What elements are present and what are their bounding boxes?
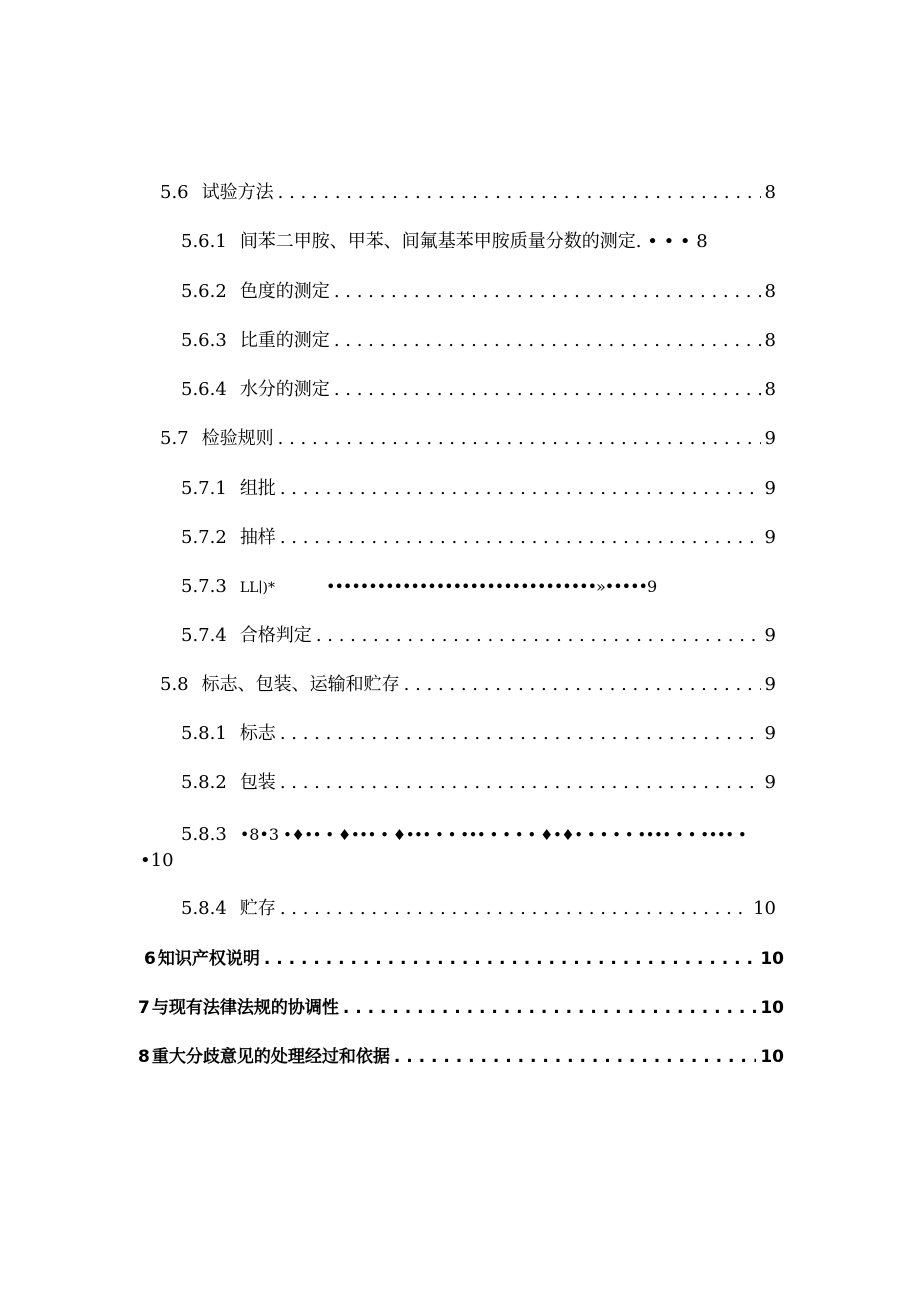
toc-entry-5-7-4[interactable] [181, 625, 776, 647]
dot-leader [280, 723, 761, 745]
page-number: 8 [764, 379, 776, 400]
section-title: 色度的测定 [239, 281, 330, 302]
toc-entry-5-7-3[interactable] [181, 576, 275, 599]
section-number: 5.6.1 [181, 231, 227, 252]
section-number: 5.8.3 [181, 824, 227, 845]
toc-entry-5-7[interactable] [160, 428, 776, 450]
toc-entry-5-8[interactable] [160, 674, 776, 696]
section-title: 贮存 [239, 898, 276, 919]
dot-leader [343, 997, 756, 1019]
toc-entry-8[interactable] [138, 1046, 784, 1068]
toc-entry-5-7-2[interactable] [181, 527, 776, 549]
section-number: 5.7.1 [181, 478, 227, 499]
section-number: 8 [138, 1047, 150, 1067]
garbled-leader-text: ••••••••••••••••••••••••••••••••»•••••9 [326, 577, 657, 596]
page-number: 8 [764, 330, 776, 351]
section-number: 5.6.3 [181, 330, 227, 351]
section-number: 5.7.3 [181, 576, 227, 597]
wrapped-page-number: •10 [140, 850, 174, 871]
section-number: 5.6.4 [181, 379, 227, 400]
section-title: 间苯二甲胺、甲苯、间氟基苯甲胺质量分数的测定. • • • 8 [239, 231, 708, 252]
toc-entry-5-6-1[interactable] [181, 231, 708, 253]
section-number: 5.6 [160, 182, 189, 203]
section-number: 5.7.4 [181, 625, 227, 646]
dot-leader [334, 330, 761, 352]
dot-leader [264, 948, 756, 970]
dot-leader [280, 478, 761, 500]
dot-leader [278, 182, 761, 204]
toc-entry-5-8-3[interactable] [181, 824, 279, 846]
section-number: 6 [144, 949, 156, 969]
dot-leader [334, 379, 761, 401]
section-number: 5.7 [160, 428, 189, 449]
section-title: 试验方法 [201, 182, 274, 203]
dot-leader [404, 674, 761, 696]
page-number: 10 [760, 1047, 784, 1067]
section-title: 包装 [239, 772, 276, 793]
section-number: 5.7.2 [181, 527, 227, 548]
page-number: 9 [764, 772, 776, 793]
dot-leader [280, 527, 761, 549]
dot-leader [280, 898, 749, 920]
section-title: LL∣)* [239, 580, 275, 596]
section-title: 重大分歧意见的处理经过和依据 [151, 1047, 390, 1067]
section-number: 5.6.2 [181, 281, 227, 302]
toc-entry-5-7-1[interactable] [181, 478, 776, 500]
section-title: 合格判定 [239, 625, 312, 646]
section-title: 标志、包装、运输和贮存 [201, 674, 400, 695]
section-title: 与现有法律法规的协调性 [151, 998, 339, 1018]
section-title: 检验规则 [201, 428, 274, 449]
page-number: 9 [764, 527, 776, 548]
section-title: •8•3 [239, 825, 280, 844]
dot-leader [278, 428, 761, 450]
section-title: 抽样 [239, 527, 276, 548]
section-title: 知识产权说明 [157, 949, 260, 969]
dot-leader [280, 772, 761, 794]
toc-entry-5-6-3[interactable] [181, 330, 776, 352]
dot-leader [316, 625, 761, 647]
dot-leader [334, 281, 761, 303]
page-number: 10 [760, 998, 784, 1018]
toc-entry-5-8-1[interactable] [181, 723, 776, 745]
garbled-leader-text: •♦•• • ♦••• • ♦••• • • ••• • • • • ♦•♦• • • • • •••• • • •••• • [283, 826, 747, 844]
section-title: 标志 [239, 723, 276, 744]
toc-entry-5-8-2[interactable] [181, 772, 776, 794]
section-number: 5.8.1 [181, 723, 227, 744]
section-number: 7 [138, 998, 150, 1018]
toc-entry-7[interactable] [138, 997, 784, 1019]
toc-entry-6[interactable] [144, 948, 784, 970]
page-number: 9 [764, 674, 776, 695]
section-number: 5.8.2 [181, 772, 227, 793]
dot-leader [394, 1046, 756, 1068]
page-number: 9 [764, 723, 776, 744]
toc-entry-5-6-4[interactable] [181, 379, 776, 401]
page-number: 8 [764, 281, 776, 302]
page-number: 10 [753, 898, 776, 919]
toc-entry-5-8-4[interactable] [181, 898, 776, 920]
page-number: 8 [764, 182, 776, 203]
section-title: 水分的测定 [239, 379, 330, 400]
toc-entry-5-6[interactable] [160, 182, 776, 204]
section-number: 5.8.4 [181, 898, 227, 919]
toc-entry-5-6-2[interactable] [181, 281, 776, 303]
section-number: 5.8 [160, 674, 189, 695]
page-number: 9 [764, 428, 776, 449]
page-number: 10 [760, 949, 784, 969]
page-number: 9 [764, 478, 776, 499]
page-number: 9 [764, 625, 776, 646]
section-title: 组批 [239, 478, 276, 499]
section-title: 比重的测定 [239, 330, 330, 351]
